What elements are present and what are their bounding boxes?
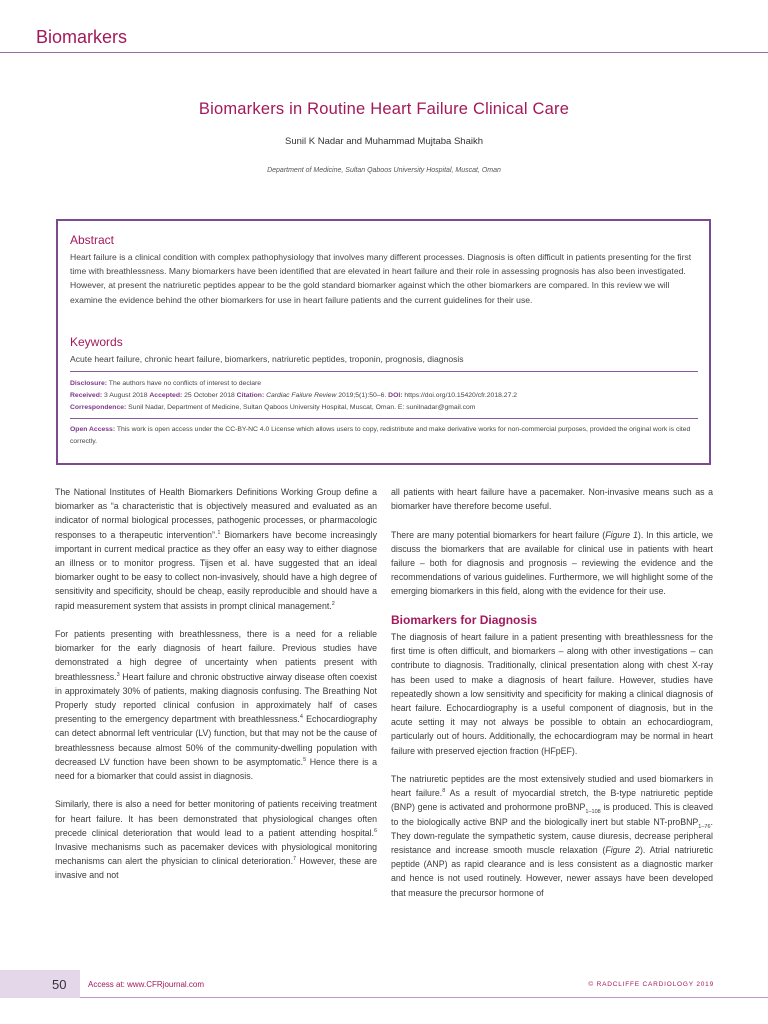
open-access-text: This work is open access under the CC-BY-NC 4.0 License which allows users to copy, redistribute and make derivative works for non-commercial purposes, provided the original work is cited correctly. [70, 426, 691, 445]
text-run: Invasive mechanisms such as pacemaker devices with physiological monitoring mechanisms can alert the physician to clinical deterioration. [55, 842, 377, 867]
article-affiliation: Department of Medicine, Sultan Qaboos University Hospital, Muscat, Oman [267, 167, 501, 174]
text-run: Heart failure and chronic obstructive airway disease often coexist in approximately 30% of patients, making diagnosis confusing. The Breathing Not Properly study reported clinical confusion in approximately half of cases presenting to the emergency department with breathlessness. [55, 671, 377, 725]
footer-journal-link[interactable]: Access at: www.CFRjournal.com [88, 980, 205, 989]
keywords-heading: Keywords [70, 335, 123, 349]
section-subheading: Biomarkers for Diagnosis [391, 612, 538, 627]
footer-copyright: © RADCLIFFE CARDIOLOGY 2019 [588, 981, 714, 988]
disclosure-label: Disclosure: [70, 380, 108, 387]
text-run: The natriuretic peptides are the most extensively studied and used biomarkers in heart failure. [391, 774, 713, 799]
section-header: Biomarkers [36, 27, 128, 47]
open-access-note [70, 424, 700, 448]
abstract-text: Heart failure is a clinical condition with complex pathophysiology that involves many different processes. Diagnosis is often difficult in patients presenting for the first time with breathlessness. Many biomarkers have been identified that are elevated in heart failure and their role in assessing prognosis has also been investigated. However, at present the natriuretic peptides appear to be the gold standard biomarker against which the other biomarkers are compared. In this review we will examine the evidence behind the other biomarkers for use in heart failure patients and the current guidelines for their use. [70, 252, 692, 305]
figure-reference: Figure 1 [605, 529, 638, 540]
right-paragraph-1: all patients with heart failure have a pacemaker. Non-invasive means such as a biomarker have therefore become useful. [391, 487, 713, 512]
right-paragraph-2 [391, 528, 713, 599]
correspondence-label: Correspondence: [70, 404, 127, 411]
accepted-value: 25 October 2018 [182, 392, 237, 399]
subscript: 1–76 [698, 823, 711, 830]
citation-journal: Cardiac Failure Review [264, 392, 337, 399]
left-column [55, 485, 377, 897]
subscript: 1–108 [585, 809, 601, 816]
doi-label: DOI: [388, 392, 403, 399]
text-run: is produced. This is cleaved to the biologically active BNP and the biologically inert but stable NT-proBNP [391, 802, 713, 827]
doi-link[interactable]: https://doi.org/10.15420/cfr.2018.27.2 [402, 392, 518, 399]
keywords-text: Acute heart failure, chronic heart failure, biomarkers, natriuretic peptides, troponin, prognosis, diagnosis [70, 354, 464, 364]
reference: 5 [303, 756, 307, 763]
correspondence-line [70, 402, 700, 414]
right-column [391, 485, 713, 914]
figure-reference: Figure 2 [605, 845, 640, 856]
reference: 7 [293, 856, 297, 863]
reference: 3 [116, 671, 120, 678]
text-run: . They down-regulate the sympathetic system, cause diuresis, decrease peripheral resistance and increase smooth muscle relaxation ( [391, 816, 713, 856]
citation-value: 2019;5(1):50–6. [336, 392, 389, 399]
article-meta [70, 378, 700, 414]
left-paragraph-1 [55, 485, 377, 613]
received-value: 3 August 2018 [102, 392, 150, 399]
right-paragraph-4 [391, 772, 713, 900]
text-run: Hence there is a need for a biomarker that could assist in diagnosis. [55, 756, 377, 782]
text-run: The National Institutes of Health Biomarkers Definitions Working Group define a biomarker as “a characteristic that is objectively measured and evaluated as an indicator of normal biological processes, pathogenic processes, or pharmacologic responses to a therapeutic intervention”. [55, 487, 377, 540]
disclosure-line [70, 378, 700, 390]
text-run: Echocardiography can detect abnormal left ventricular (LV) function, but that may not be the cause of breathlessness because almost 50% of the community-dwelling population with decreased LV function have been shown to be asymptomatic. [55, 714, 377, 767]
text-run: Biomarkers have become increasingly important in current medical practice as they offer an easy way to either diagnose an illness or to monitor progress. Tijsen et al. have suggested that an ideal biomarker ought to be easy to collect non-invasively, should have a high degree of sensitivity and specificity, should be cheap, easily reproducible and should have a rapid measurement system that assists in prompt clinical management. [55, 529, 377, 611]
footer-rule [80, 997, 768, 998]
right-paragraph-3: The diagnosis of heart failure in a patient presenting with breathlessness for the first time is often difficult, and biomarkers – along with other investigations – can contribute to diagnosis. Traditionally, clinical presentation along with chest X-ray has been used to make a diagnosis of heart failure. However, studies have repeatedly shown a low sensitivity and specificity for making a clinical diagnosis of heart failure. Echocardiography is a useful component of diagnosis, but in the acute setting it may not always be possible to obtain an echocardiogram, particularly out of hours. Additionally, the echocardiogram may be normal in heart failure with preserved ejection fraction (HFpEF). [391, 632, 713, 756]
text-run: ). In this article, we discuss the biomarkers that are available for clinical use in patients with heart failure – both for diagnosis and prognosis – reviewing the evidence and the recommendations of various guidelines. Furthermore, we will highlight some of the emerging biomarkers in this field, along with the evidence for their use. [391, 529, 713, 597]
left-paragraph-2 [55, 627, 377, 783]
text-run: However, these are invasive and not [55, 856, 377, 881]
abstract-heading: Abstract [70, 233, 115, 247]
text-run: There are many potential biomarkers for heart failure ( [391, 529, 606, 540]
received-label: Received: [70, 392, 103, 399]
open-access-label: Open Access: [70, 426, 116, 433]
page-number: 50 [52, 977, 67, 992]
accepted-label: Accepted: [149, 392, 183, 399]
box-divider-2 [70, 418, 698, 419]
citation-label: Citation: [236, 392, 265, 399]
article-authors: Sunil K Nadar and Muhammad Mujtaba Shaikh [284, 136, 484, 147]
reference: 6 [373, 827, 377, 834]
reference: 8 [442, 788, 446, 795]
reference: 4 [299, 714, 303, 721]
disclosure-value: The authors have no conflicts of interest to declare [107, 380, 262, 387]
text-run: Similarly, there is also a need for better monitoring of patients receiving treatment for heart failure. It has been demonstrated that physiological changes often precede clinical deterioration that would lead to a patient attending hospital. [55, 799, 377, 838]
text-run: ). Atrial natriuretic peptide (ANP) as rapid clearance and is less consistent as a diagnostic marker and hence is not used routinely. However, newer assays have been developed that measure the precursor hormone of [391, 845, 714, 898]
article-title: Biomarkers in Routine Heart Failure Clinical Care [198, 100, 570, 118]
text-run: For patients presenting with breathlessness, there is a need for a reliable biomarker for the early diagnosis of heart failure. Previous studies have demonstrated a high degree of uncertainty when patients present with breathlessness. [55, 629, 377, 682]
correspondence-value: Sunil Nadar, Department of Medicine, Sultan Qaboos University Hospital, Muscat, Oman. E: sunilnadar@gmail.com [126, 404, 476, 411]
footer-band [0, 970, 80, 998]
header-rule [0, 52, 768, 53]
abstract-box [56, 219, 711, 465]
reference: 2 [331, 600, 335, 607]
text-run: As a result of myocardial stretch, the B-type natriuretic peptide (BNP) gene is activated and prohormone proBNP [391, 788, 713, 813]
reference: 1 [217, 529, 221, 536]
dates-citation-line [70, 390, 700, 402]
left-paragraph-3 [55, 797, 377, 882]
box-divider-1 [70, 371, 698, 372]
